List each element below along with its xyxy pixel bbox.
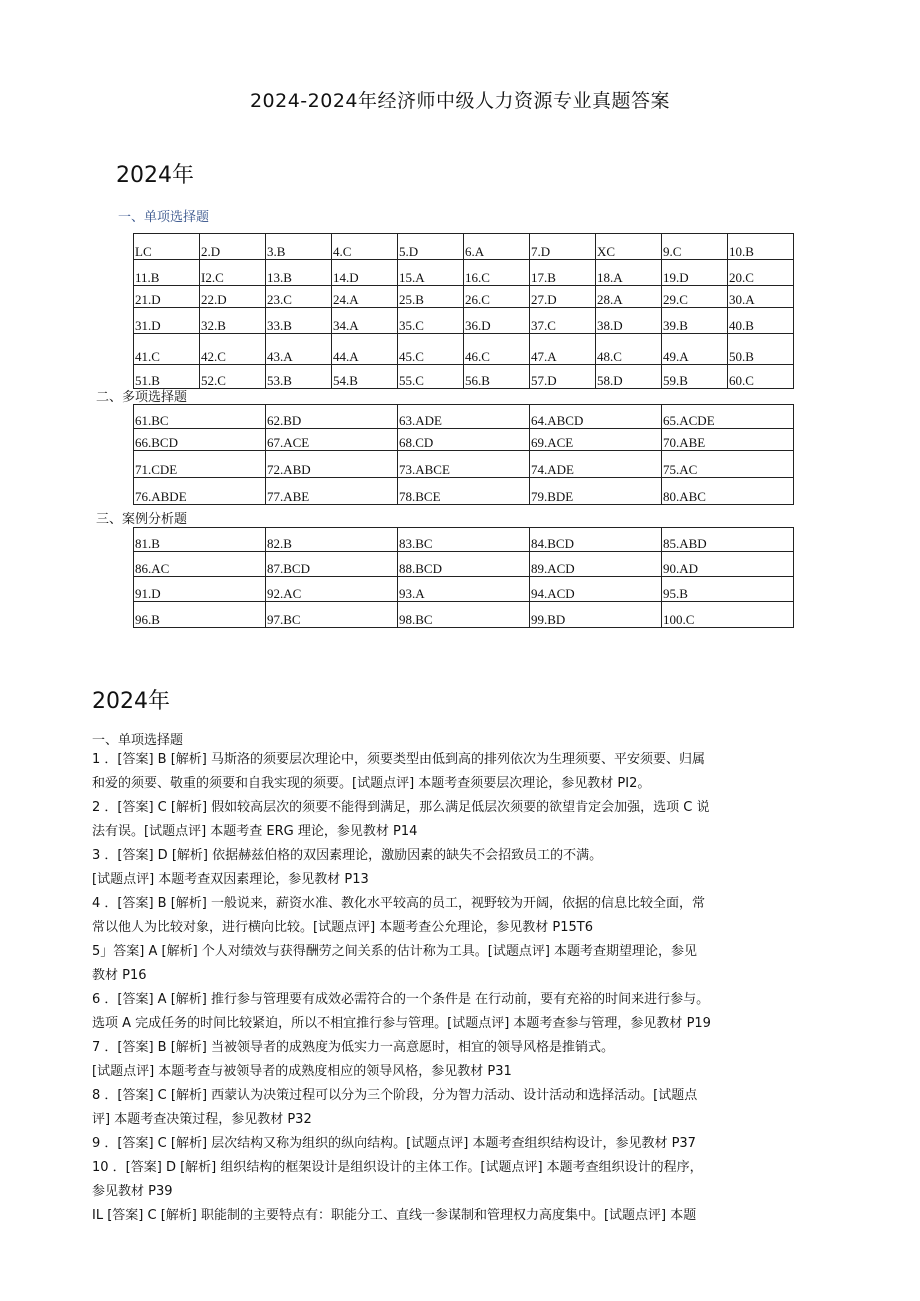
answer-cell: 89.ACD [530, 552, 662, 577]
explanation-line: 法有误。[试题点评] 本题考查 ERG 理论，参见教材 P14 [92, 824, 418, 839]
answer-cell: 10.B [728, 234, 794, 260]
case-analysis-answer-table [133, 527, 794, 628]
single-choice-answer-table [133, 233, 794, 389]
answer-cell: 38.D [596, 308, 662, 334]
answer-cell: 45.C [398, 334, 464, 365]
answer-cell: 74.ADE [530, 451, 662, 478]
answer-cell: 96.B [134, 602, 266, 628]
section-single-choice: 一、单项选择题 [118, 210, 210, 225]
answer-cell: 77.ABE [266, 478, 398, 505]
answer-cell: 67.ACE [266, 429, 398, 451]
answer-cell: 78.BCE [398, 478, 530, 505]
answer-cell: 24.A [332, 286, 398, 308]
explanation-line: [试题点评] 本题考查双因素理论，参见教材 P13 [92, 872, 369, 887]
answer-cell: 68.CD [398, 429, 530, 451]
explanation-line: 3 ．[答案] D [解析] 依据赫兹伯格的双因素理论，激励因素的缺失不会招致员工的不满。 [92, 848, 603, 863]
answer-cell: 41.C [134, 334, 200, 365]
answer-cell: XC [596, 234, 662, 260]
answer-cell: 36.D [464, 308, 530, 334]
answer-cell: 63.ADE [398, 405, 530, 429]
explanation-line: 6 ．[答案] A [解析] 推行参与管理要有成效必需符合的一个条件是 在行动前，要有充裕的时间来进行参与。 [92, 992, 710, 1007]
answer-cell: 87.BCD [266, 552, 398, 577]
answer-cell: 88.BCD [398, 552, 530, 577]
answer-cell: 11.B [134, 260, 200, 286]
answer-cell: 64.ABCD [530, 405, 662, 429]
explanation-line: 10 ．[答案] D [解析] 组织结构的框架设计是组织设计的主体工作。[试题点评] 本题考查组织设计的程序， [92, 1160, 703, 1175]
answer-cell: 20.C [728, 260, 794, 286]
answer-cell: 48.C [596, 334, 662, 365]
answer-cell: 35.C [398, 308, 464, 334]
answer-explanations [92, 748, 842, 1228]
answer-cell: 61.BC [134, 405, 266, 429]
answer-cell: 50.B [728, 334, 794, 365]
answer-cell: I2.C [200, 260, 266, 286]
explanation-line: 8 ．[答案] C [解析] 西蒙认为决策过程可以分为三个阶段，分为智力活动、设计活动和选择活动。[试题点 [92, 1088, 698, 1103]
answer-cell: 6.A [464, 234, 530, 260]
answer-cell: 23.C [266, 286, 332, 308]
explanation-line: 评] 本题考查决策过程，参见教材 P32 [92, 1112, 312, 1127]
section-multi-choice: 二、多项选择题 [96, 390, 188, 405]
explanation-line: 2 ．[答案] C [解析] 假如较高层次的须要不能得到满足，那么满足低层次须要的欲望肯定会加强，选项 C 说 [92, 800, 710, 815]
answer-cell: 79.BDE [530, 478, 662, 505]
answer-cell: 93.A [398, 577, 530, 602]
answer-cell: 29.C [662, 286, 728, 308]
answer-cell: 25.B [398, 286, 464, 308]
explanation-line: 选项 A 完成任务的时间比较紧迫，所以不相宜推行参与管理。[试题点评] 本题考查参与管理，参见教材 P19 [92, 1016, 711, 1031]
answer-cell: 94.ACD [530, 577, 662, 602]
answer-cell: 43.A [266, 334, 332, 365]
section-single-choice-explanations: 一、单项选择题 [92, 733, 184, 748]
answer-cell: 9.C [662, 234, 728, 260]
answer-cell: 98.BC [398, 602, 530, 628]
answer-cell: 72.ABD [266, 451, 398, 478]
explanation-line: 7 ．[答案] B [解析] 当被领导者的成熟度为低实力一高意愿时，相宜的领导风格是推销式。 [92, 1040, 615, 1055]
answer-cell: 40.B [728, 308, 794, 334]
answer-cell: 70.ABE [662, 429, 794, 451]
answer-cell: 51.B [134, 365, 200, 389]
answer-cell: 90.AD [662, 552, 794, 577]
answer-cell: 34.A [332, 308, 398, 334]
answer-cell: 52.C [200, 365, 266, 389]
answer-cell: 44.A [332, 334, 398, 365]
explanation-line: 教材 P16 [92, 968, 147, 983]
explanation-line: 和爱的须要、敬重的须要和自我实现的须要。[试题点评] 本题考查须要层次理论，参见教材 PI2。 [92, 776, 651, 791]
answer-cell: 57.D [530, 365, 596, 389]
answer-cell: 26.C [464, 286, 530, 308]
answer-cell: 5.D [398, 234, 464, 260]
answer-cell: 83.BC [398, 528, 530, 552]
section-case-analysis: 三、案例分析题 [96, 512, 188, 527]
answer-cell: 16.C [464, 260, 530, 286]
answer-cell: 62.BD [266, 405, 398, 429]
answer-cell: 27.D [530, 286, 596, 308]
document-title: 2024-2024年经济师中级人力资源专业真题答案 [249, 90, 671, 112]
answer-cell: 14.D [332, 260, 398, 286]
answer-cell: 39.B [662, 308, 728, 334]
answer-cell: 7.D [530, 234, 596, 260]
answer-cell: 91.D [134, 577, 266, 602]
answer-cell: 99.BD [530, 602, 662, 628]
explanation-line: 5」答案] A [解析] 个人对绩效与获得酬劳之间关系的估计称为工具。[试题点评] 本题考查期望理论，参见 [92, 944, 698, 959]
explanation-line: 1 ．[答案] B [解析] 马斯洛的须要层次理论中，须要类型由低到高的排列依次为生理须要、平安须要、归属 [92, 752, 706, 767]
answer-cell: 60.C [728, 365, 794, 389]
answer-cell: 49.A [662, 334, 728, 365]
multi-choice-answer-table [133, 404, 794, 505]
answer-cell: 18.A [596, 260, 662, 286]
answer-cell: 76.ABDE [134, 478, 266, 505]
answer-cell: 100.C [662, 602, 794, 628]
answer-cell: 69.ACE [530, 429, 662, 451]
answer-cell: 54.B [332, 365, 398, 389]
answer-cell: 86.AC [134, 552, 266, 577]
explanation-line: 参见教材 P39 [92, 1184, 173, 1199]
answer-cell: 33.B [266, 308, 332, 334]
explanation-line: 常以他人为比较对象，进行横向比较。[试题点评] 本题考查公允理论，参见教材 P15T6 [92, 920, 594, 935]
answer-cell: 32.B [200, 308, 266, 334]
answer-cell: 81.B [134, 528, 266, 552]
answer-cell: 21.D [134, 286, 200, 308]
answer-cell: 73.ABCE [398, 451, 530, 478]
answer-cell: 55.C [398, 365, 464, 389]
answer-cell: 71.CDE [134, 451, 266, 478]
answer-cell: 15.A [398, 260, 464, 286]
answer-cell: 31.D [134, 308, 200, 334]
answer-cell: 97.BC [266, 602, 398, 628]
answer-cell: 2.D [200, 234, 266, 260]
answer-cell: 46.C [464, 334, 530, 365]
answer-cell: 30.A [728, 286, 794, 308]
answer-cell: 95.B [662, 577, 794, 602]
year-heading-1: 2024年 [116, 163, 194, 188]
answer-cell: 56.B [464, 365, 530, 389]
explanation-line: 9 ．[答案] C [解析] 层次结构又称为组织的纵向结构。[试题点评] 本题考查组织结构设计，参见教材 P37 [92, 1136, 696, 1151]
answer-cell: 47.A [530, 334, 596, 365]
answer-cell: 84.BCD [530, 528, 662, 552]
answer-cell: 66.BCD [134, 429, 266, 451]
explanation-line: 4 ．[答案] B [解析] 一般说来，薪资水准、教化水平较高的员工，视野较为开阔，依据的信息比较全面，常 [92, 896, 706, 911]
answer-cell: 92.AC [266, 577, 398, 602]
answer-cell: 59.B [662, 365, 728, 389]
answer-cell: 58.D [596, 365, 662, 389]
answer-cell: 42.C [200, 334, 266, 365]
answer-cell: 17.B [530, 260, 596, 286]
answer-cell: 28.A [596, 286, 662, 308]
year-heading-2: 2024年 [92, 689, 170, 714]
answer-cell: 19.D [662, 260, 728, 286]
answer-cell: 82.B [266, 528, 398, 552]
answer-cell: 85.ABD [662, 528, 794, 552]
answer-cell: LC [134, 234, 200, 260]
answer-cell: 3.B [266, 234, 332, 260]
answer-cell: 22.D [200, 286, 266, 308]
explanation-line: IL [答案] C [解析] 职能制的主要特点有：职能分工、直线一参谋制和管理权力高度集中。[试题点评] 本题 [92, 1208, 697, 1223]
answer-cell: 75.AC [662, 451, 794, 478]
answer-cell: 4.C [332, 234, 398, 260]
answer-cell: 37.C [530, 308, 596, 334]
answer-cell: 53.B [266, 365, 332, 389]
answer-cell: 13.B [266, 260, 332, 286]
explanation-line: [试题点评] 本题考查与被领导者的成熟度相应的领导风格，参见教材 P31 [92, 1064, 512, 1079]
answer-cell: 65.ACDE [662, 405, 794, 429]
answer-cell: 80.ABC [662, 478, 794, 505]
